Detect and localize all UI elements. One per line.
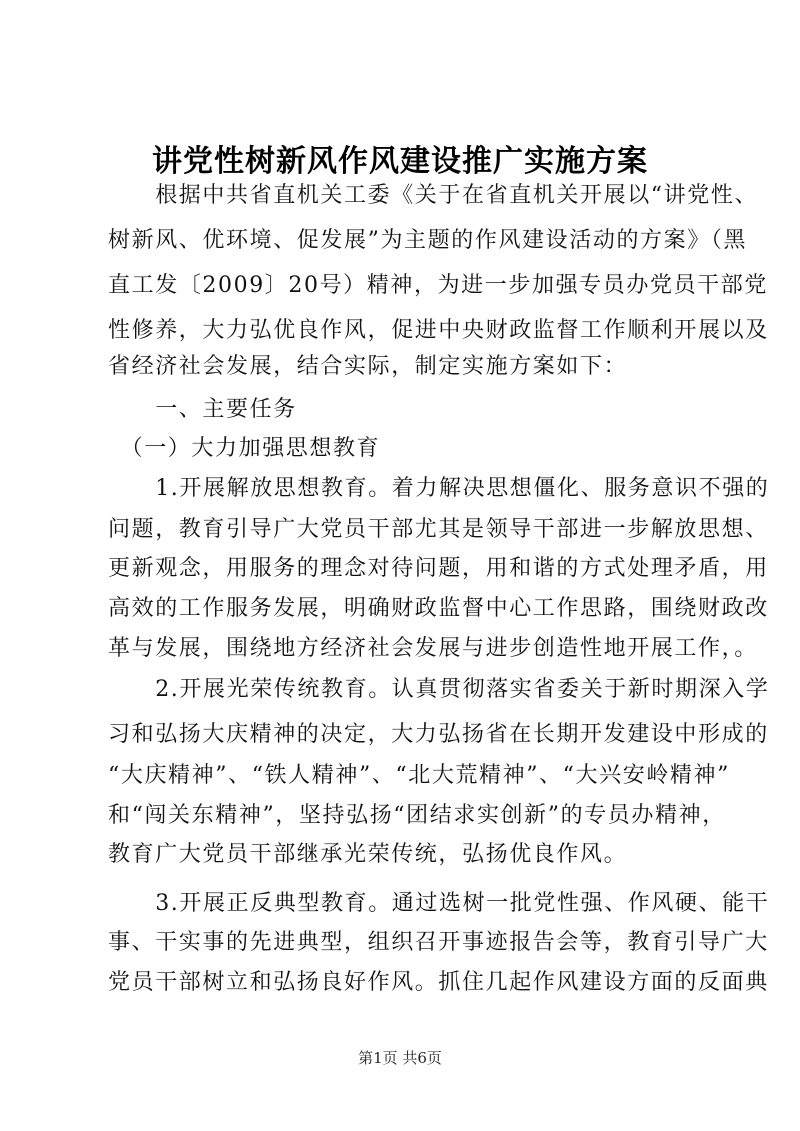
subsection-heading: （一）大力加强思想教育 bbox=[108, 436, 381, 461]
text-line: 1.开展解放思想教育。着力解决思想僵化、服务意识不强的 bbox=[108, 476, 770, 501]
text-line: 性修养，大力弘优良作风，促进中央财政监督工作顺利开展以及 bbox=[108, 318, 769, 343]
text-line: 直工发〔2009〕20号）精神，为进一步加强专员办党员干部党 bbox=[108, 273, 768, 298]
text-line: 革与发展，围绕地方经济社会发展与进步创造性地开展工作，。 bbox=[108, 636, 758, 661]
text-line: 省经济社会发展，结合实际，制定实施方案如下： bbox=[108, 354, 628, 379]
document-title: 讲党性树新风作风建设推广实施方案 bbox=[152, 144, 648, 179]
text-line: “大庆精神”、“铁人精神”、“北大荒精神”、“大兴安岭精神” bbox=[108, 763, 730, 788]
text-line: 问题，教育引导广大党员干部尤其是领导干部进一步解放思想、 bbox=[108, 517, 769, 542]
text-line: 事、干实事的先进典型，组织召开事迹报告会等，教育引导广大 bbox=[108, 930, 769, 955]
text-line: 习和弘扬大庆精神的决定，大力弘扬省在长期开发建设中形成的 bbox=[108, 722, 769, 747]
text-line: 更新观念，用服务的理念对待问题，用和谐的方式处理矛盾，用 bbox=[108, 556, 769, 581]
text-line: 高效的工作服务发展，明确财政监督中心工作思路，围绕财政改 bbox=[108, 596, 769, 621]
text-line: 教育广大党员干部继承光荣传统，弘扬优良作风。 bbox=[108, 842, 628, 867]
text-line: 根据中共省直机关工委《关于在省直机关开展以“讲党性、 bbox=[108, 183, 759, 208]
section-heading: 一、主要任务 bbox=[108, 397, 297, 422]
page-number: 第1页 共6页 bbox=[358, 1049, 442, 1067]
text-line: 和“闯关东精神”，坚持弘扬“团结求实创新”的专员办精神， bbox=[108, 803, 726, 828]
text-line: 树新风、优环境、促发展”为主题的作风建设活动的方案》（黑 bbox=[108, 228, 748, 253]
text-line: 3.开展正反典型教育。通过选树一批党性强、作风硬、能干 bbox=[108, 891, 770, 916]
text-line: 2.开展光荣传统教育。认真贯彻落实省委关于新时期深入学 bbox=[108, 677, 770, 702]
text-line: 党员干部树立和弘扬良好作风。抓住几起作风建设方面的反面典 bbox=[108, 970, 769, 995]
